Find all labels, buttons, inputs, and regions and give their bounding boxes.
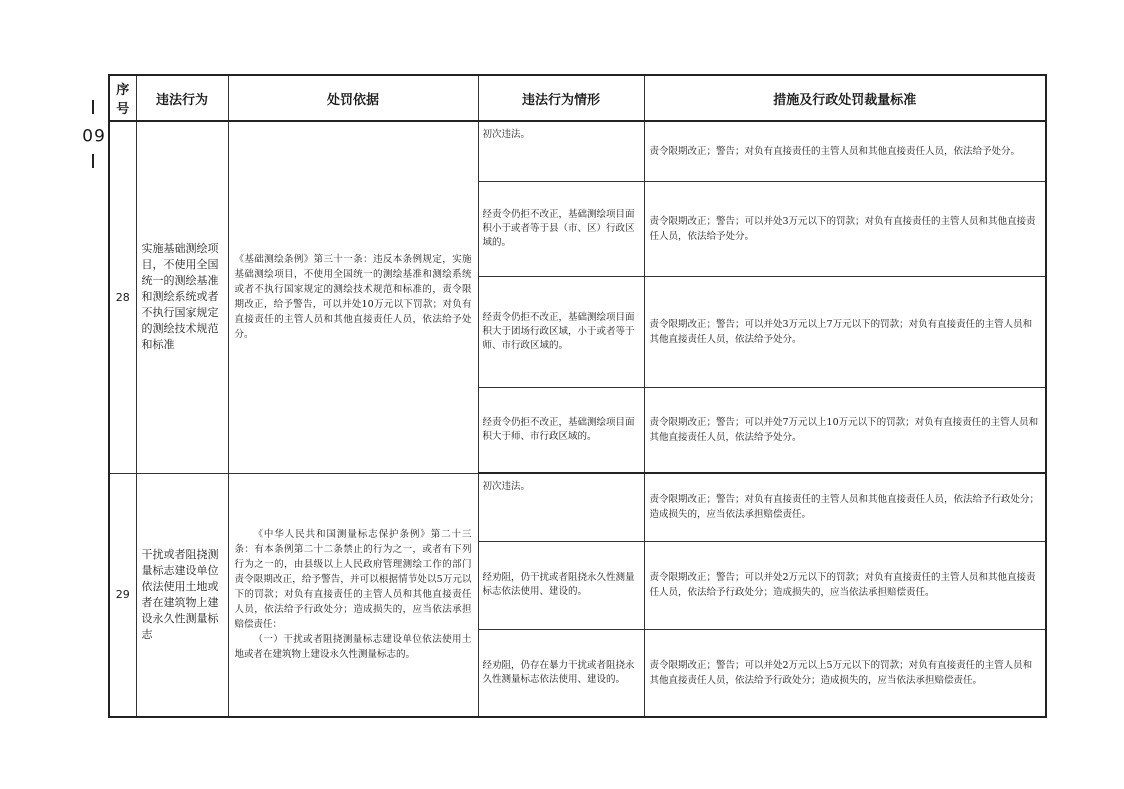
table-row	[109, 121, 1046, 181]
page-number-dash-top	[92, 100, 94, 114]
penalty-table	[108, 74, 1047, 718]
row-number: 29	[109, 473, 136, 717]
violation-act: 干扰或者阻挠测量标志建设单位依法使用土地或者在建筑物上建设永久性测量标志	[136, 473, 228, 717]
page-number-text: 60	[81, 123, 105, 144]
violation-circumstance: 初次违法。	[478, 121, 644, 181]
violation-circumstance: 初次违法。	[478, 473, 644, 541]
penalty-standard: 责令限期改正；警告；可以并处2万元以上5万元以下的罚款；对负有直接责任的主管人员和其他直接责任人员，依法给予行政处分；造成损失的，应当依法承担赔偿责任。	[644, 629, 1046, 717]
header-act: 违法行为	[136, 75, 228, 121]
penalty-basis: 《中华人民共和国测量标志保护条例》第二十三条：有本条例第二十二条禁止的行为之一，或者有下列行为之一的，由县级以上人民政府管理测绘工作的部门责令限期改正，给予警告，并可以根据情节处以5万元以下的罚款；对负有直接责任的主管人员和其他直接责任人员，依法给予行政处分；造成损失的，应当依法承担赔偿责任：	[234, 529, 472, 631]
header-no: 序号	[109, 75, 136, 121]
page-number	[78, 100, 108, 190]
table-row	[109, 473, 1046, 541]
penalty-standard: 责令限期改正；警告；对负有直接责任的主管人员和其他直接责任人员，依法给予行政处分；造成损失的，应当依法承担赔偿责任。	[644, 473, 1046, 541]
header-basis: 处罚依据	[228, 75, 478, 121]
page-number-dash-bottom	[92, 154, 94, 168]
penalty-standard: 责令限期改正；警告；可以并处3万元以上7万元以下的罚款；对负有直接责任的主管人员和其他直接责任人员，依法给予处分。	[644, 276, 1046, 387]
penalty-standard: 责令限期改正；警告；可以并处7万元以上10万元以下的罚款；对负有直接责任的主管人员和其他直接责任人员，依法给予处分。	[644, 387, 1046, 473]
header-circumstance: 违法行为情形	[478, 75, 644, 121]
penalty-standard: 责令限期改正；警告；可以并处2万元以下的罚款；对负有直接责任的主管人员和其他直接责任人员，依法给予行政处分；造成损失的，应当依法承担赔偿责任。	[644, 541, 1046, 629]
penalty-basis: 《基础测绘条例》第三十一条：违反本条例规定，实施基础测绘项目，不使用全国统一的测绘基准和测绘系统或者不执行国家规定的测绘技术规范和标准的，责令限期改正，给予警告，可以并处10万元以下罚款；对负有直接责任的主管人员和其他直接责任人员，依法给予处分。	[228, 121, 478, 473]
violation-circumstance: 经责令仍拒不改正，基础测绘项目面积小于或者等于县（市、区）行政区域的。	[478, 181, 644, 276]
table-header-row	[109, 75, 1046, 121]
violation-circumstance: 经劝阻，仍干扰或者阻挠永久性测量标志依法使用、建设的。	[478, 541, 644, 629]
row-number: 28	[109, 121, 136, 473]
violation-act: 实施基础测绘项目，不使用全国统一的测绘基准和测绘系统或者不执行国家规定的测绘技术规范和标准	[136, 121, 228, 473]
penalty-standard: 责令限期改正；警告；可以并处3万元以下的罚款；对负有直接责任的主管人员和其他直接责任人员，依法给予处分。	[644, 181, 1046, 276]
header-standard: 措施及行政处罚裁量标准	[644, 75, 1046, 121]
violation-circumstance: 经责令仍拒不改正，基础测绘项目面积大于师、市行政区域的。	[478, 387, 644, 473]
violation-circumstance: 经劝阻，仍存在暴力干扰或者阻挠永久性测量标志依法使用、建设的。	[478, 629, 644, 717]
penalty-basis-item: （一）干扰或者阻挠测量标志建设单位依法使用土地或者在建筑物上建设永久性测量标志的。	[234, 634, 472, 661]
penalty-basis-cell	[228, 473, 478, 717]
violation-circumstance: 经责令仍拒不改正，基础测绘项目面积大于团场行政区域，小于或者等于师、市行政区域的。	[478, 276, 644, 387]
penalty-standard: 责令限期改正；警告；对负有直接责任的主管人员和其他直接责任人员，依法给予处分。	[644, 121, 1046, 181]
